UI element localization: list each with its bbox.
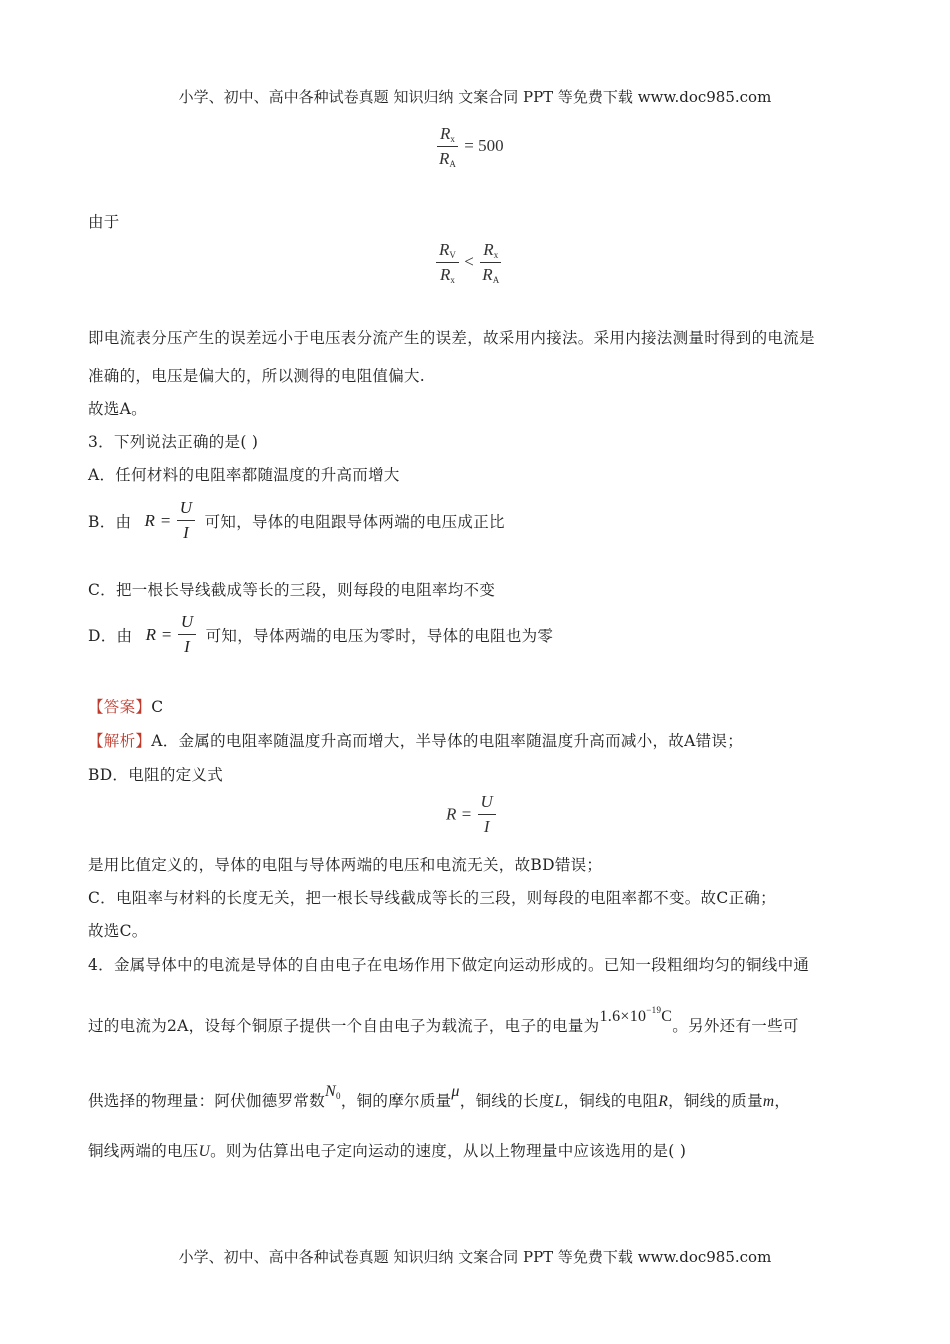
avogadro-symbol: $N_0$ xyxy=(325,1083,341,1101)
q4-line1: 4．金属导体中的电流是导体的自由电子在电场作用下做定向运动形成的。已知一段粗细均匀的铜线中通 xyxy=(88,956,810,974)
page-footer: 小学、初中、高中各种试卷真题 知识归纳 文案合同 PPT 等免费下载 www.doc985.com xyxy=(178,1248,772,1266)
analysis-line3: 是用比值定义的，导体的电阻与导体两端的电压和电流无关，故BD错误； xyxy=(88,856,603,874)
text-youyu: 由于 xyxy=(88,213,120,231)
fraction-rx-over-ra-2: $\frac{R_x}{R_A}$ xyxy=(482,240,500,285)
analysis-line5: 故选C。 xyxy=(88,922,148,940)
fraction-u-over-i-d: $\frac{U}{I}$ xyxy=(178,612,197,657)
q4-line2: 过的电流为2A，设每个铜原子提供一个自由电子为载流子，电子的电量为$1.6\times 10^{-19}C$。另外还有一些可 xyxy=(88,1005,799,1035)
q3-option-b: B．由 R = $\frac{U}{I}$ 可知，导体的电阻跟导体两端的电压成正比 xyxy=(88,498,505,542)
analysis-label: 【解析】 xyxy=(88,732,152,750)
formula-rhs: = 500 xyxy=(464,136,504,155)
molar-mass-symbol: μ xyxy=(451,1083,460,1100)
page-header: 小学、初中、高中各种试卷真题 知识归纳 文案合同 PPT 等免费下载 www.doc985.com xyxy=(178,88,772,106)
para1-line2: 准确的，电压是偏大的，所以测得的电阻值偏大. xyxy=(88,367,426,385)
q3-option-a: A．任何材料的电阻率都随温度的升高而增大 xyxy=(88,466,400,484)
analysis-line4: C．电阻率与材料的长度无关，把一根长导线截成等长的三段，则每段的电阻率都不变。故C正确； xyxy=(88,889,776,907)
fraction-u-over-i-analysis: $\frac{U}{I}$ xyxy=(478,792,496,837)
electron-charge: $1.6\times 10^{-19}C$ xyxy=(599,1005,673,1025)
fraction-rv-over-rx: $\frac{R_V}{R_x}$ xyxy=(436,240,459,285)
q3-option-c: C．把一根长导线截成等长的三段，则每段的电阻率均不变 xyxy=(88,581,496,599)
answer-value: C xyxy=(151,698,164,716)
answer-line xyxy=(88,695,163,717)
para1-line3: 故选A。 xyxy=(88,400,147,418)
answer-label: 【答案】 xyxy=(88,698,152,716)
q3-option-d: D．由 R = $\frac{U}{I}$ 可知，导体两端的电压为零时，导体的电阻也为零 xyxy=(88,612,554,656)
fraction-rx-over-ra: $\frac{R_x}{R_A}$ xyxy=(439,124,456,169)
formula-rx-ra-ratio xyxy=(436,124,504,169)
q3-stem: 3．下列说法正确的是( ) xyxy=(88,433,259,451)
analysis-line2: BD．电阻的定义式 xyxy=(88,766,224,784)
analysis-line1: 【解析】A．金属的电阻率随温度升高而增大，半导体的电阻率随温度升高而减小，故A错误； xyxy=(88,732,743,750)
fraction-u-over-i-b: $\frac{U}{I}$ xyxy=(177,498,196,543)
q4-line4: 铜线两端的电压U。则为估算出电子定向运动的速度，从以上物理量中应该选用的是( ) xyxy=(88,1142,687,1160)
formula-resistance-definition: R = $\frac{U}{I}$ xyxy=(446,792,496,837)
less-than-sign: < xyxy=(464,252,474,271)
para1-line1: 即电流表分压产生的误差远小于电压表分流产生的误差，故采用内接法。采用内接法测量时得到的电流是 xyxy=(88,329,815,347)
q4-line3: 供选择的物理量：阿伏伽德罗常数$N_0$，铜的摩尔质量μ，铜线的长度L，铜线的电阻R，铜线的质量m， xyxy=(88,1083,791,1110)
formula-comparison xyxy=(436,240,502,285)
